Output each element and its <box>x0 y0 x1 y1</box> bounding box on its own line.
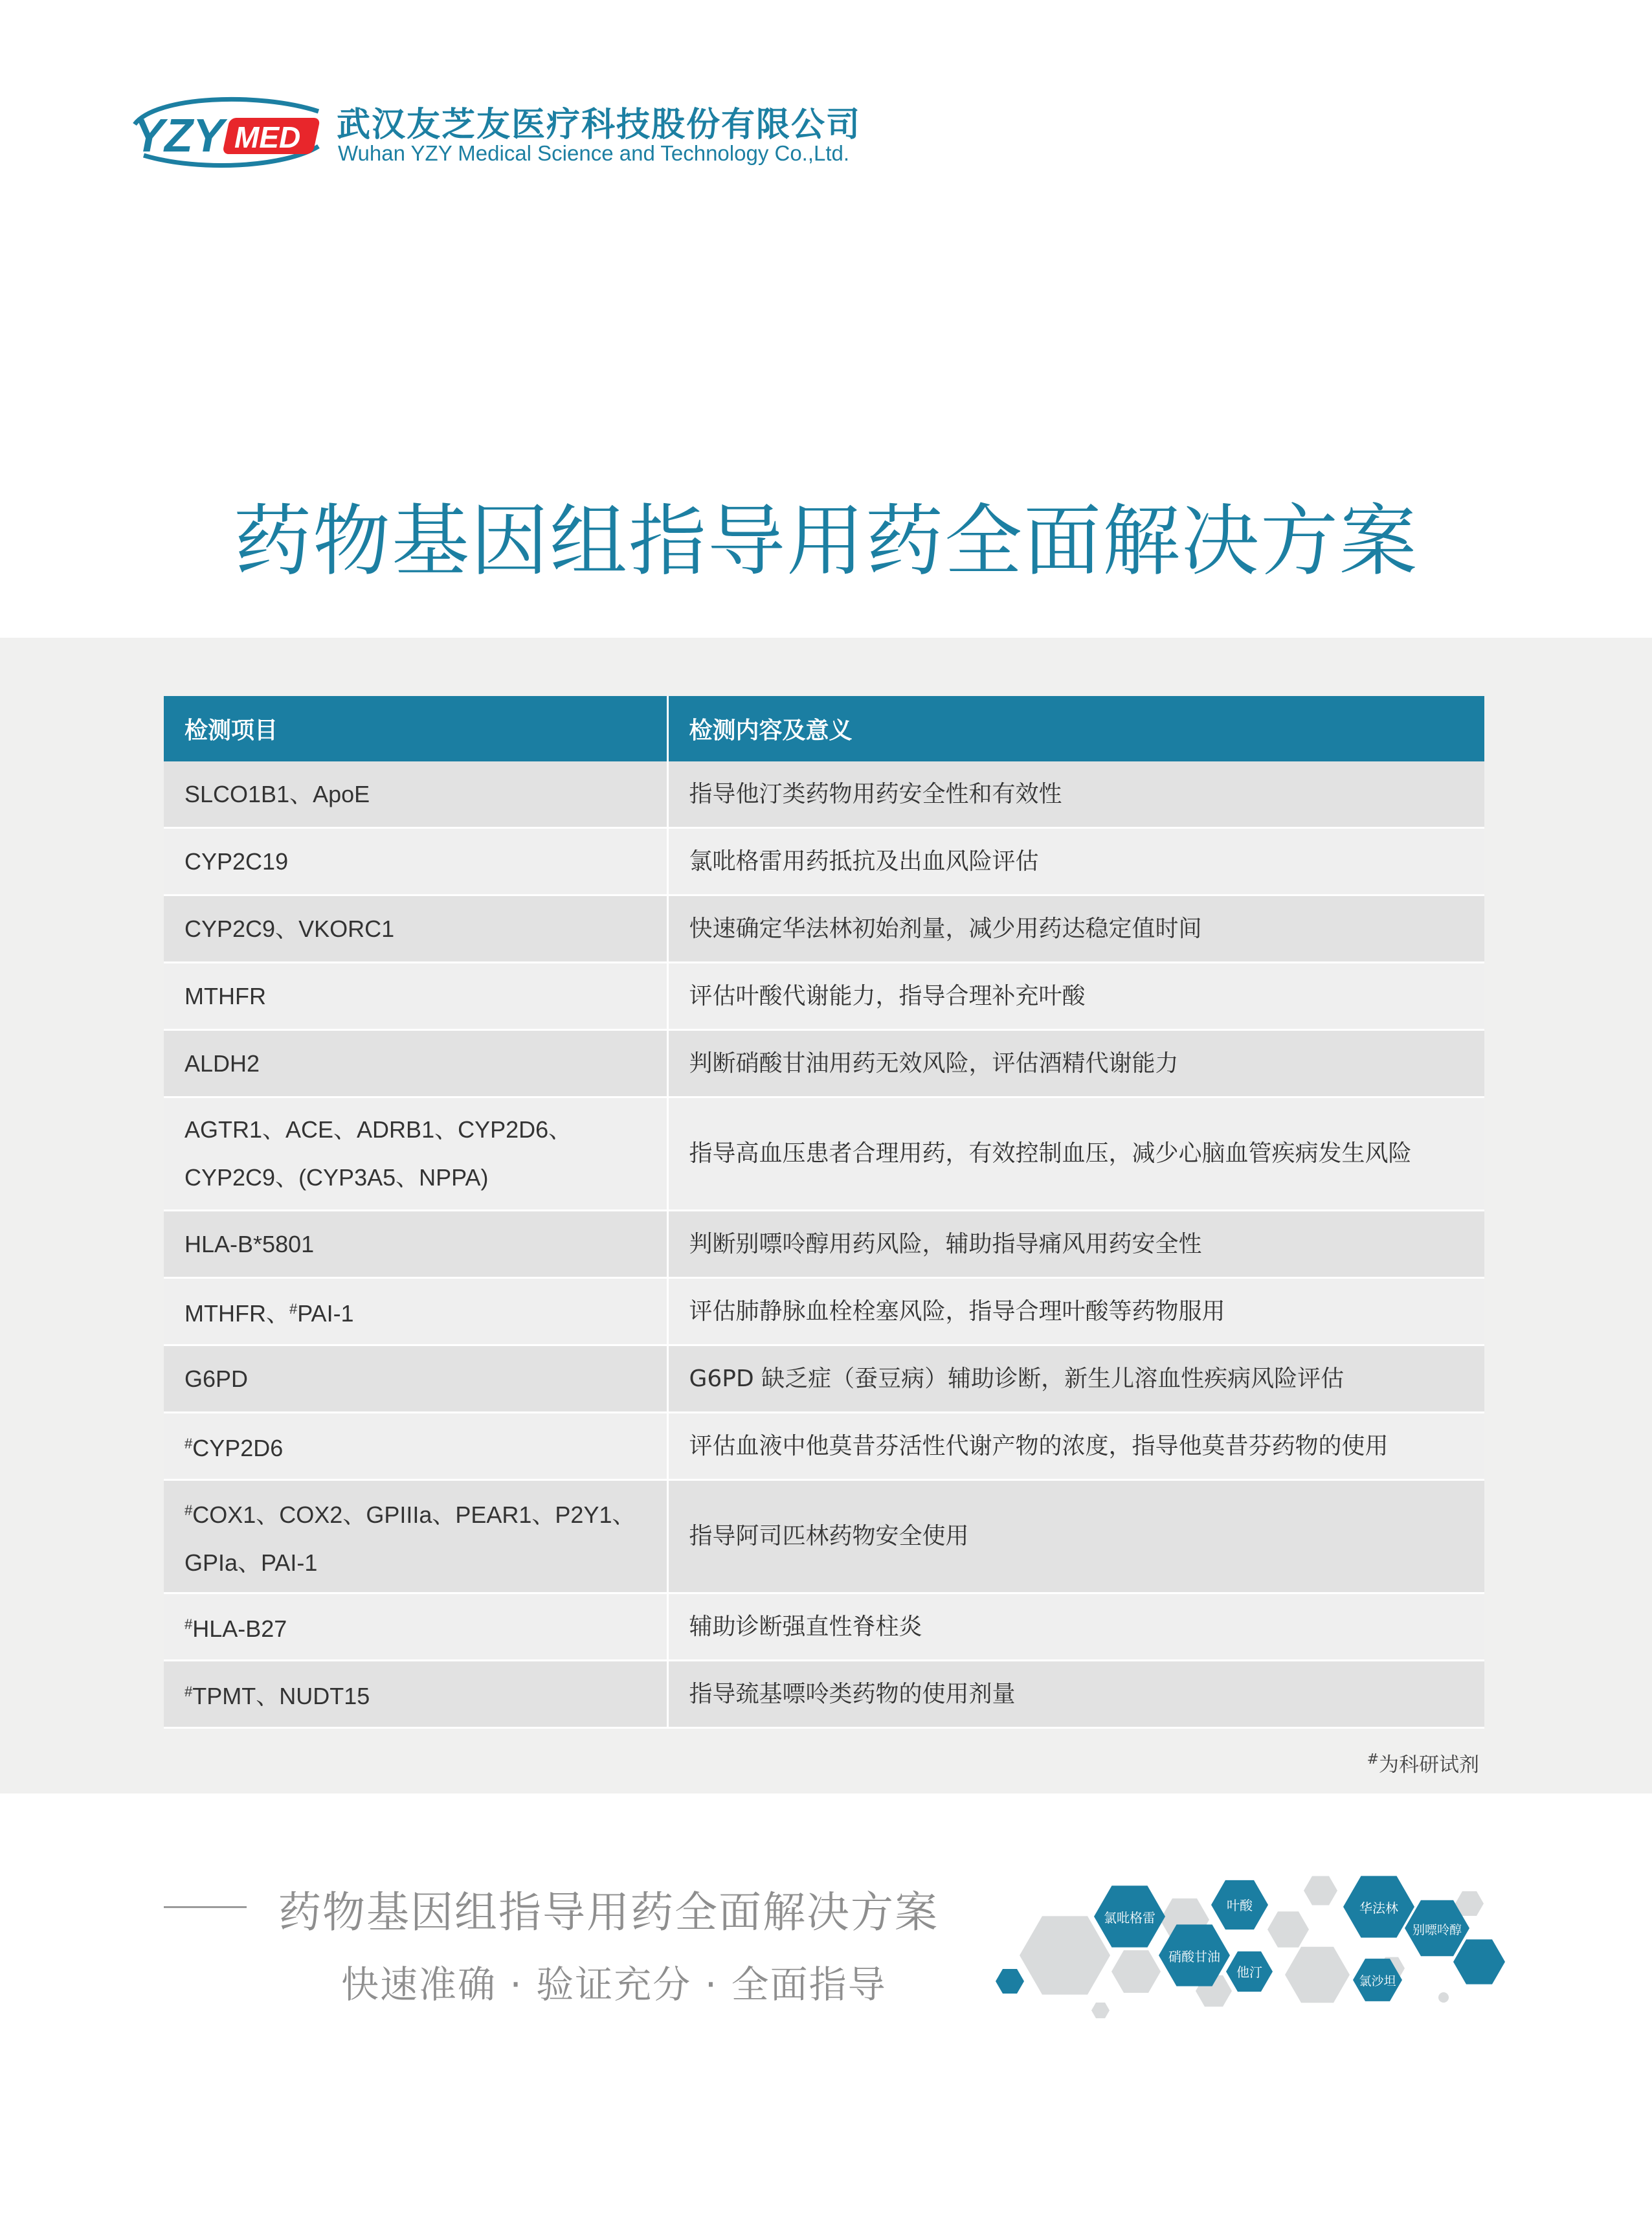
row-desc: 评估肺静脉血栓栓塞风险，指导合理叶酸等药物服用 <box>667 1278 1484 1345</box>
bottom-subtitle: 药物基因组指导用药全面解决方案 <box>278 1887 939 1937</box>
svg-text:他汀: 他汀 <box>1236 1964 1262 1980</box>
svg-text:叶酸: 叶酸 <box>1227 1898 1253 1913</box>
row-desc: 辅助诊断强直性脊柱炎 <box>667 1593 1484 1661</box>
research-mark: # <box>184 1435 193 1452</box>
row-desc: 判断硝酸甘油用药无效风险，评估酒精代谢能力 <box>667 1030 1484 1097</box>
hex-folic-acid <box>1211 1880 1268 1929</box>
row-item: G6PD <box>164 1345 667 1413</box>
table-row <box>164 963 1484 1030</box>
hex-statin <box>1226 1951 1273 1992</box>
table-row <box>164 1097 1484 1211</box>
company-logo <box>129 91 324 175</box>
drug-hexagon-graphic <box>990 1858 1508 2027</box>
row-item: ALDH2 <box>164 1030 667 1097</box>
hex-decor <box>1285 1947 1350 2003</box>
row-desc: 指导巯基嘌呤类药物的使用剂量 <box>667 1661 1484 1728</box>
svg-text:MED: MED <box>234 120 301 154</box>
table-header-row <box>164 696 1484 761</box>
hex-decor <box>1111 1950 1161 1993</box>
row-desc: 指导阿司匹林药物安全使用 <box>667 1480 1484 1593</box>
table-row <box>164 1030 1484 1097</box>
table-row <box>164 1345 1484 1413</box>
row-item: MTHFR、#PAI-1 <box>164 1278 667 1345</box>
row-item: MTHFR <box>164 963 667 1030</box>
row-item: #COX1、COX2、GPIIIa、PEAR1、P2Y1、 GPIa、PAI-1 <box>164 1480 667 1593</box>
hex-decor <box>1091 2003 1110 2018</box>
row-desc: 快速确定华法林初始剂量，减少用药达稳定值时间 <box>667 895 1484 963</box>
hex-warfarin <box>1343 1876 1414 1937</box>
hex-decor <box>1267 1911 1309 1947</box>
bottom-slogan: 快速准确 · 验证充分 · 全面指导 <box>341 1962 887 2007</box>
row-desc: 判断别嘌呤醇用药风险，辅助指导痛风用药安全性 <box>667 1211 1484 1278</box>
hex-clopidogrel <box>1094 1885 1165 1947</box>
hex-decor <box>1020 1916 1110 1994</box>
research-mark: # <box>184 1616 193 1632</box>
table-row <box>164 828 1484 895</box>
svg-text:别嘌呤醇: 别嘌呤醇 <box>1412 1923 1462 1937</box>
company-name-cn: 武汉友芝友医疗科技股份有限公司 <box>337 106 862 144</box>
research-mark: # <box>289 1301 298 1317</box>
company-header <box>129 91 906 181</box>
row-desc: 氯吡格雷用药抵抗及出血风险评估 <box>667 828 1484 895</box>
hex-decor <box>1453 1939 1505 1984</box>
table-row <box>164 1593 1484 1661</box>
header-test-meaning: 检测内容及意义 <box>667 696 1484 761</box>
svg-text:氯沙坦: 氯沙坦 <box>1359 1974 1396 1988</box>
hex-decor <box>996 1969 1024 1994</box>
row-desc: G6PD 缺乏症（蚕豆病）辅助诊断，新生儿溶血性疾病风险评估 <box>667 1345 1484 1413</box>
header-test-item: 检测项目 <box>164 696 667 761</box>
table-row <box>164 1480 1484 1593</box>
row-item: #TPMT、NUDT15 <box>164 1661 667 1728</box>
row-item: CYP2C19 <box>164 828 667 895</box>
subtitle-rule <box>164 1906 247 1908</box>
company-name-en: Wuhan YZY Medical Science and Technology Co.,Ltd. <box>338 141 850 165</box>
svg-text:氯吡格雷: 氯吡格雷 <box>1104 1910 1155 1926</box>
page-title: 药物基因组指导用药全面解决方案 <box>234 497 1418 587</box>
row-item: SLCO1B1、ApoE <box>164 761 667 828</box>
svg-text:YZY: YZY <box>133 110 225 162</box>
row-desc: 评估叶酸代谢能力，指导合理补充叶酸 <box>667 963 1484 1030</box>
hex-decor <box>1304 1876 1337 1905</box>
row-desc: 指导他汀类药物用药安全性和有效性 <box>667 761 1484 828</box>
table-row <box>164 1278 1484 1345</box>
row-item: #HLA-B27 <box>164 1593 667 1661</box>
row-item: #CYP2D6 <box>164 1413 667 1480</box>
row-item: CYP2C9、VKORC1 <box>164 895 667 963</box>
svg-text:华法林: 华法林 <box>1359 1900 1398 1916</box>
research-mark: # <box>184 1501 193 1518</box>
footnote: #为科研试剂 <box>1367 1751 1479 1777</box>
test-items-table <box>164 696 1484 1729</box>
table-row <box>164 1661 1484 1728</box>
svg-text:硝酸甘油: 硝酸甘油 <box>1168 1949 1220 1964</box>
row-item: AGTR1、ACE、ADRB1、CYP2D6、 CYP2C9、(CYP3A5、NPPA) <box>164 1097 667 1211</box>
row-desc: 评估血液中他莫昔芬活性代谢产物的浓度，指导他莫昔芬药物的使用 <box>667 1413 1484 1480</box>
row-item: HLA-B*5801 <box>164 1211 667 1278</box>
table-row <box>164 761 1484 828</box>
table-row <box>164 1211 1484 1278</box>
table-row <box>164 1413 1484 1480</box>
research-mark: # <box>184 1683 193 1700</box>
row-desc: 指导高血压患者合理用药，有效控制血压，减少心脑血管疾病发生风险 <box>667 1097 1484 1211</box>
table-row <box>164 895 1484 963</box>
